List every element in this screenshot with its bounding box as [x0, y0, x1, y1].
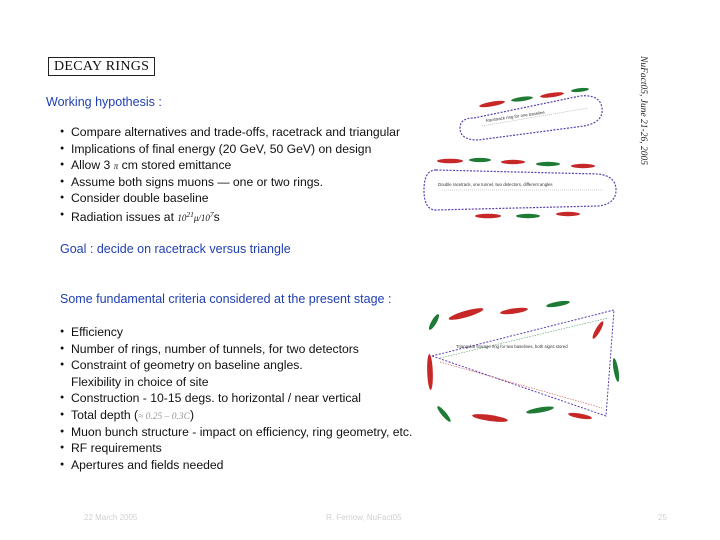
triangle-ring-figure [418, 296, 628, 436]
hypothesis-item: ● Allow 3 π cm stored emittance [60, 157, 400, 174]
criteria-item: ● Muon bunch structure - impact on efficiency, ring geometry, etc. [60, 424, 412, 441]
criteria-item: ● Apertures and fields needed [60, 457, 412, 474]
racetrack-label: Racetrack ring for one baseline [485, 109, 546, 123]
depth-formula: ≈ 0.25 – 0.3C [138, 411, 191, 422]
criteria-item: ● Total depth (≈ 0.25 – 0.3C) [60, 407, 412, 424]
hypothesis-list [60, 124, 400, 224]
racetrack-ring-figure [452, 82, 612, 144]
criteria-item: ● RF requirements [60, 440, 412, 457]
criteria-item: ● Efficiency [60, 324, 412, 341]
hypothesis-item: ● Compare alternatives and trade-offs, racetrack and triangular [60, 124, 400, 141]
hypothesis-item: ● Implications of final energy (20 GeV, 50 GeV) on design [60, 141, 400, 158]
hypothesis-item: ● Assume both signs muons — one or two rings. [60, 174, 400, 191]
double-racetrack-label: Double racetrack, one tunnel, two detectors, different angles [438, 182, 553, 187]
conference-note: NuFact05, June 21-26, 2005 [638, 56, 648, 165]
criteria-item: ● Construction - 10-15 degs. to horizontal / near vertical [60, 390, 412, 407]
criteria-item: ● Constraint of geometry on baseline angles. [60, 357, 412, 374]
hypothesis-item: ● Consider double baseline [60, 190, 400, 207]
criteria-item: Flexibility in choice of site [71, 374, 209, 389]
page-number: 25 [658, 513, 667, 522]
goal-statement: Goal : decide on racetrack versus triangle [60, 242, 291, 256]
criteria-item: ● Number of rings, number of tunnels, for two detectors [60, 341, 412, 358]
footer-center: R. Fernow, NuFact05 [326, 513, 402, 522]
working-hypothesis-heading: Working hypothesis : [46, 95, 162, 109]
hypothesis-item: ● Radiation issues at $10^{21}\mu/10^7s$ [60, 207, 400, 224]
double-racetrack-figure [418, 150, 623, 226]
emittance-symbol: π [113, 161, 119, 172]
criteria-list [60, 324, 412, 473]
radiation-formula: $10^{21}\mu/10^7$ [177, 209, 214, 223]
triangle-label: Triangular storage ring for two baselines, both signs stored [456, 344, 568, 349]
criteria-heading: Some fundamental criteria considered at the present stage : [60, 292, 392, 306]
footer-date: 22 March 2005 [84, 513, 138, 522]
slide-title: DECAY RINGS [48, 57, 155, 76]
